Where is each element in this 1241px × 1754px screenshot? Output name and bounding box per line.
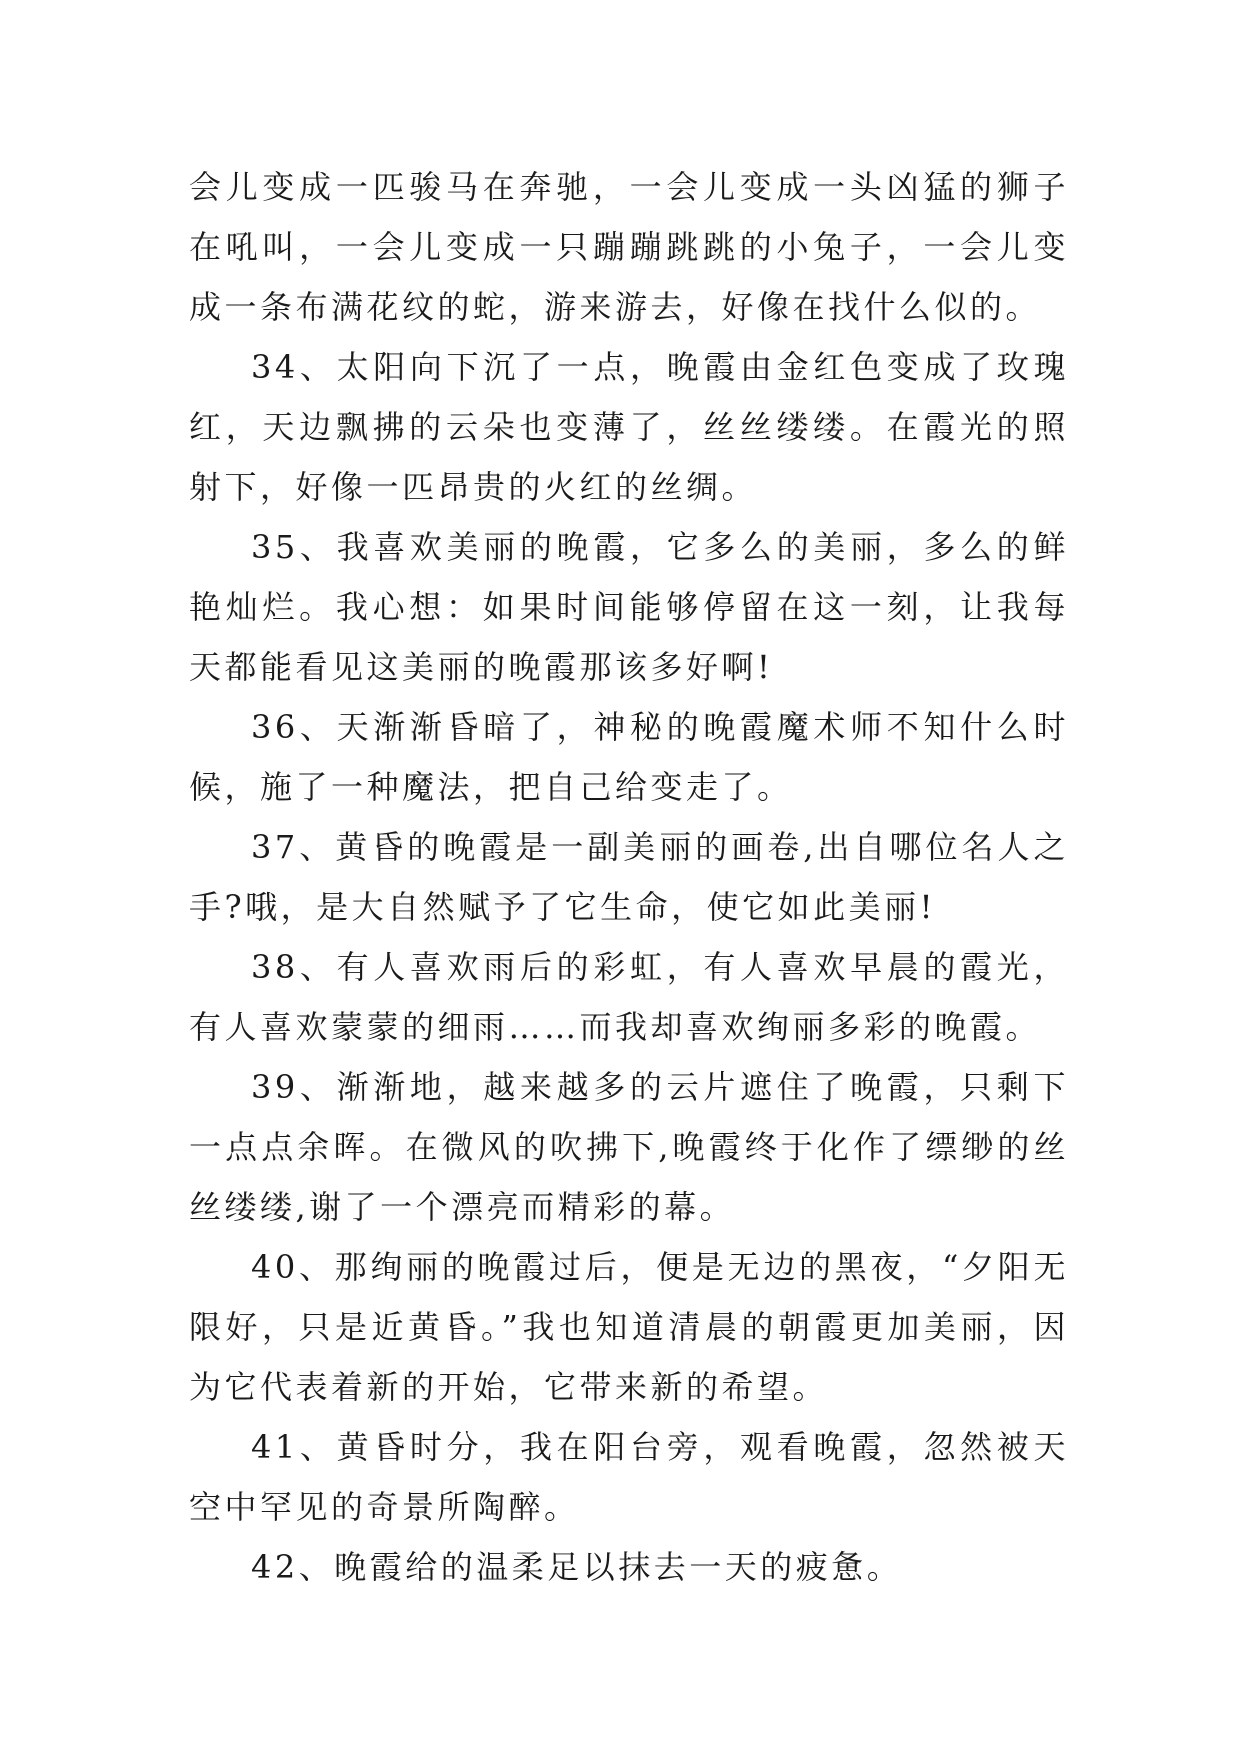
paragraph-36: 36、天渐渐昏暗了，神秘的晚霞魔术师不知什么时候，施了一种魔法，把自己给变走了。 [189,708,1069,806]
paragraph-35: 35、我喜欢美丽的晚霞，它多么的美丽，多么的鲜艳灿烂。我心想：如果时间能够停留在这一刻，让我每天都能看见这美丽的晚霞那该多好啊! [189,528,1069,686]
paragraph-37: 37、黄昏的晚霞是一副美丽的画卷,出自哪位名人之手?哦，是大自然赋予了它生命，使它如此美丽! [189,828,1069,926]
paragraph-38: 38、有人喜欢雨后的彩虹，有人喜欢早晨的霞光，有人喜欢蒙蒙的细雨……而我却喜欢绚丽多彩的晚霞。 [189,948,1069,1046]
paragraph-41: 41、黄昏时分，我在阳台旁，观看晚霞，忽然被天空中罕见的奇景所陶醉。 [189,1428,1069,1526]
paragraph-continued: 会儿变成一匹骏马在奔驰，一会儿变成一头凶猛的狮子在吼叫，一会儿变成一只蹦蹦跳跳的小兔子，一会儿变成一条布满花纹的蛇，游来游去，好像在找什么似的。 [189,168,1069,326]
paragraph-39: 39、渐渐地，越来越多的云片遮住了晚霞，只剩下一点点余晖。在微风的吹拂下,晚霞终于化作了缥缈的丝丝缕缕,谢了一个漂亮而精彩的幕。 [189,1068,1069,1226]
paragraph-40: 40、那绚丽的晚霞过后，便是无边的黑夜，“夕阳无限好，只是近黄昏。”我也知道清晨的朝霞更加美丽，因为它代表着新的开始，它带来新的希望。 [189,1248,1069,1406]
document-body [189,157,1069,1597]
paragraph-42: 42、晚霞给的温柔足以抹去一天的疲惫。 [251,1548,903,1586]
paragraph-34: 34、太阳向下沉了一点，晚霞由金红色变成了玫瑰红，天边飘拂的云朵也变薄了，丝丝缕缕。在霞光的照射下，好像一匹昂贵的火红的丝绸。 [189,348,1069,506]
